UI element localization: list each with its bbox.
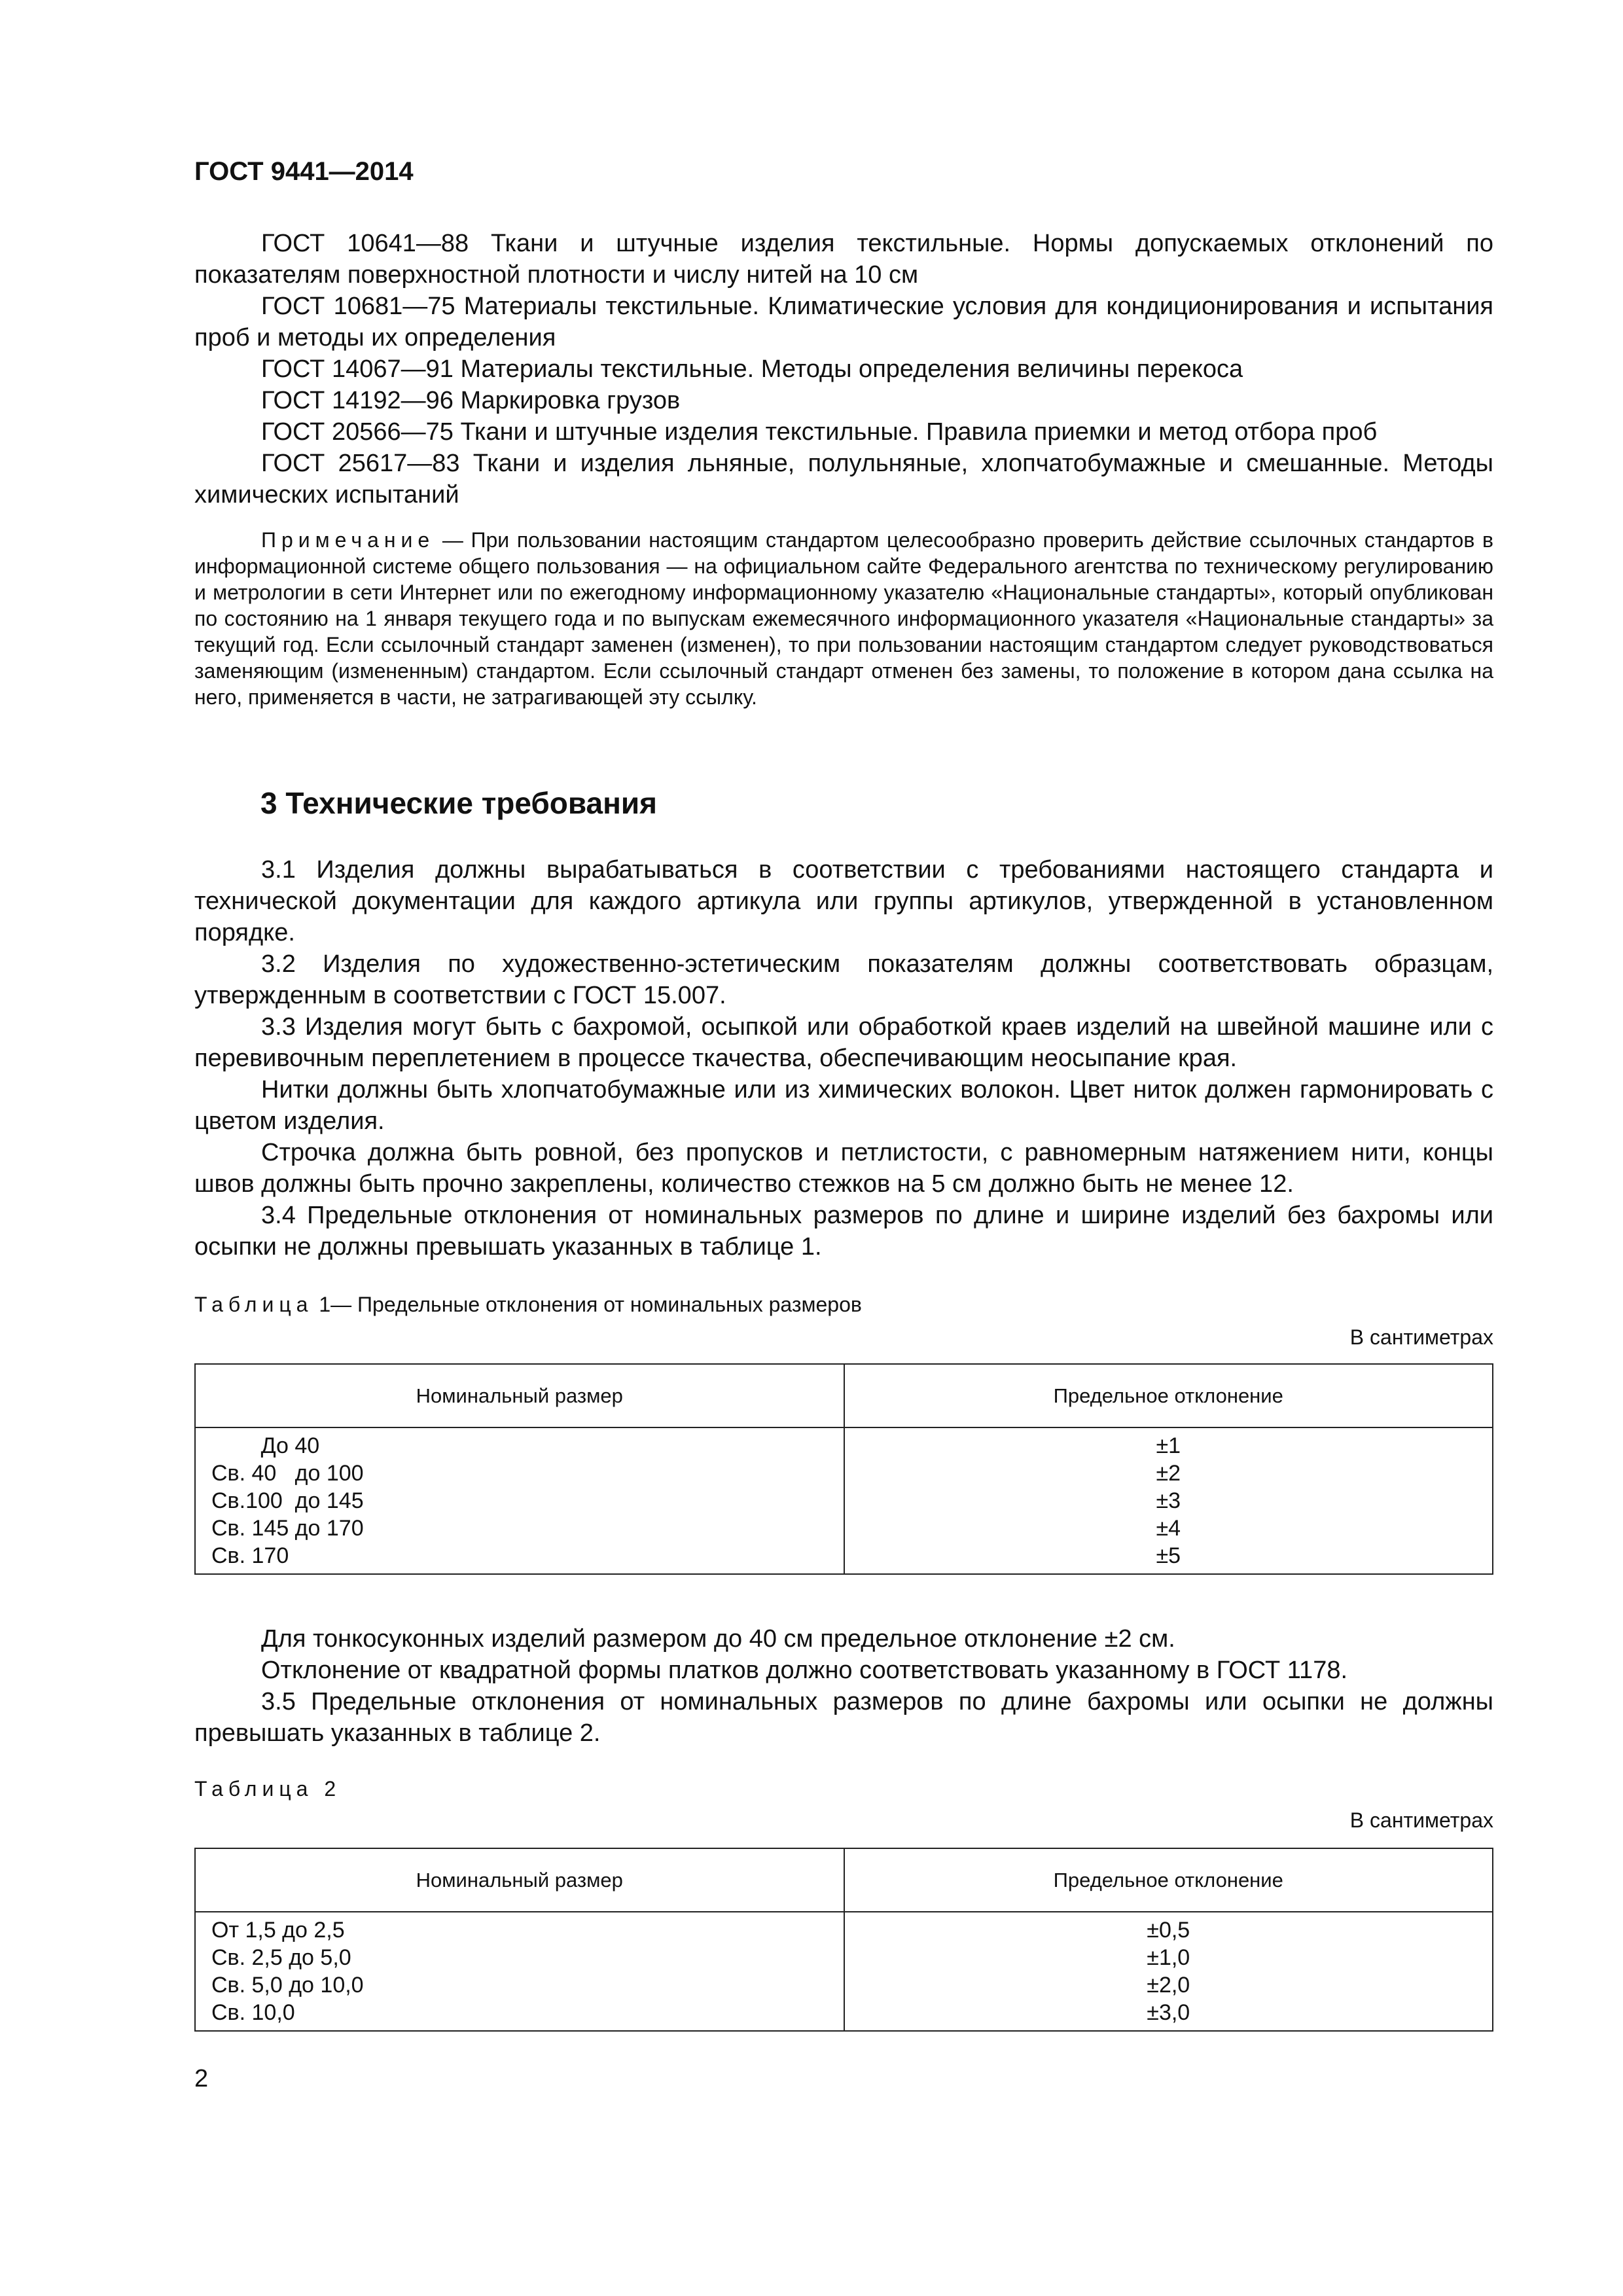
table1-caption [194, 1293, 862, 1317]
reference-item: ГОСТ 20566—75 Ткани и штучные изделия текстильные. Правила приемки и метод отбора проб [261, 418, 1378, 446]
table1-units: В сантиметрах [1349, 1325, 1493, 1349]
normative-references [194, 228, 1493, 511]
column-header-deviation: Предельное отклонение [844, 1848, 1493, 1912]
table2-units: В сантиметрах [1349, 1808, 1493, 1832]
deviation-value: ±5 [1156, 1543, 1181, 1568]
size-value: Св. 10,0 [211, 2000, 295, 2025]
deviation-value: ±2,0 [1147, 1973, 1190, 1998]
table-header-row [195, 1848, 1493, 1912]
deviation-value: ±4 [1156, 1516, 1181, 1541]
reference-item: ГОСТ 14067—91 Материалы текстильные. Методы определения величины перекоса [261, 355, 1243, 383]
table-2 [194, 1848, 1493, 2032]
deviation-value: ±3,0 [1147, 2000, 1190, 2025]
reference-item: ГОСТ 10681—75 Материалы текстильные. Климатические условия для кондиционирования и испытания проб и методы их определения [194, 293, 1493, 351]
paragraph: 3.5 Предельные отклонения от номинальных размеров по длине бахромы или осыпки не должны превышать указанных в таблице 2. [194, 1688, 1493, 1747]
table-header-row [195, 1364, 1493, 1427]
size-value: Св. 5,0 до 10,0 [211, 1973, 364, 1998]
size-value: Св. 2,5 до 5,0 [211, 1945, 351, 1970]
size-value: До 40 [211, 1433, 320, 1458]
paragraph: Отклонение от квадратной формы платков должно соответствовать указанному в ГОСТ 1178. [261, 1657, 1348, 1684]
deviation-cell [844, 1427, 1493, 1574]
deviation-cell [844, 1912, 1493, 2031]
paragraph: Нитки должны быть хлопчатобумажные или из химических волокон. Цвет ниток должен гармонировать с цветом изделия. [194, 1076, 1493, 1135]
size-value: Св. 145 до 170 [211, 1516, 364, 1541]
requirements-text [194, 854, 1493, 1263]
size-value: Св. 170 [211, 1543, 289, 1568]
size-value: Св.100 до 145 [211, 1488, 364, 1513]
column-header-size: Номинальный размер [195, 1848, 844, 1912]
deviation-value: ±1 [1156, 1433, 1181, 1458]
paragraph: Строчка должна быть ровной, без пропусков и петлистости, с равномерным натяжением нити, концы швов должны быть прочно закреплены, количество стежков на 5 см должно быть не менее 12. [194, 1139, 1493, 1198]
table-1 [194, 1363, 1493, 1575]
column-header-deviation: Предельное отклонение [844, 1364, 1493, 1427]
note-paragraph [194, 527, 1493, 710]
note-block [194, 527, 1493, 710]
table2-caption-label: Таблица 2 [194, 1777, 342, 1801]
table1-caption-label: Таблица [194, 1293, 313, 1316]
paragraph: 3.3 Изделия могут быть с бахромой, осыпкой или обработкой краев изделий на швейной машине или с перевивочным переплетением в процессе ткачества, обеспечивающим неосыпание края. [194, 1013, 1493, 1072]
reference-item: ГОСТ 10641—88 Ткани и штучные изделия текстильные. Нормы допускаемых отклонений по показателям поверхностной плотности и числу нитей на 10 см [194, 230, 1493, 289]
table1-caption-text: 1— Предельные отклонения от номинальных размеров [313, 1293, 862, 1316]
table-row [195, 1427, 1493, 1574]
deviation-value: ±0,5 [1147, 1918, 1190, 1943]
table2-caption [194, 1777, 341, 1801]
paragraph: Для тонкосуконных изделий размером до 40 см предельное отклонение ±2 см. [261, 1625, 1175, 1653]
table-row [195, 1912, 1493, 2031]
reference-item: ГОСТ 25617—83 Ткани и изделия льняные, полульняные, хлопчатобумажные и смешанные. Методы химических испытаний [194, 450, 1493, 509]
size-value: От 1,5 до 2,5 [211, 1918, 345, 1943]
size-cell [195, 1912, 844, 2031]
size-cell [195, 1427, 844, 1574]
note-text: — При пользовании настоящим стандартом целесообразно проверить действие ссылочных стандартов в информационной системе общего пользования — на официальном сайте Федерального агентства по техническому регулированию и метрологии в сети Интернет или по ежегодному информационному указателю «Национальные стандарты», который опубликован по состоянию на 1 января текущего года и по выпускам ежемесячного информационного указателя «Национальные стандарты» за текущий год. Если ссылочный стандарт заменен (изменен), то при пользовании настоящим стандартом следует руководствоваться заменяющим (измененным) стандартом. Если ссылочный стандарт отменен без замены, то положение в котором дана ссылка на него, применяется в части, не затрагивающей эту ссылку. [194, 528, 1493, 709]
page-number: 2 [194, 2065, 209, 2092]
deviation-value: ±2 [1156, 1461, 1181, 1486]
section-title: 3 Технические требования [260, 786, 657, 820]
reference-item: ГОСТ 14192—96 Маркировка грузов [261, 387, 681, 414]
size-value: Св. 40 до 100 [211, 1461, 364, 1486]
note-label: Примечание [261, 528, 435, 552]
document-header: ГОСТ 9441—2014 [194, 157, 414, 186]
paragraph: 3.2 Изделия по художественно-эстетическим показателям должны соответствовать образцам, утвержденным в соответствии с ГОСТ 15.007. [194, 950, 1493, 1009]
paragraph: 3.4 Предельные отклонения от номинальных размеров по длине и ширине изделий без бахромы или осыпки не должны превышать указанных в таблице 1. [194, 1202, 1493, 1261]
post-table1-text [194, 1623, 1493, 1749]
paragraph: 3.1 Изделия должны вырабатываться в соответствии с требованиями настоящего стандарта и технической документации для каждого артикула или группы артикулов, утвержденной в установленном порядке. [194, 856, 1493, 946]
deviation-value: ±3 [1156, 1488, 1181, 1513]
deviation-value: ±1,0 [1147, 1945, 1190, 1970]
column-header-size: Номинальный размер [195, 1364, 844, 1427]
